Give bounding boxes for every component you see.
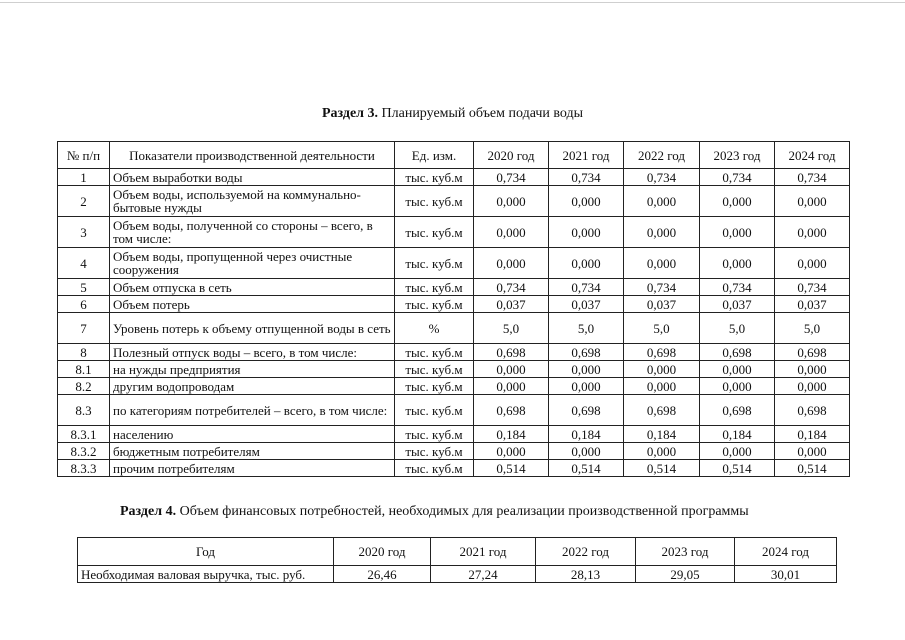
indicator-name: населению — [110, 426, 395, 443]
unit-cell: тыс. куб.м — [395, 443, 474, 460]
page-top-border — [0, 2, 905, 3]
column-header: 2020 год — [474, 142, 549, 169]
value-cell: 0,734 — [474, 169, 549, 186]
row-number: 8.3.3 — [58, 460, 110, 477]
value-cell: 26,46 — [334, 566, 431, 583]
indicator-name: Полезный отпуск воды – всего, в том числе: — [110, 344, 395, 361]
table-row — [58, 296, 850, 313]
value-cell: 0,184 — [775, 426, 850, 443]
indicator-name: Объем выработки воды — [110, 169, 395, 186]
value-cell: 27,24 — [431, 566, 536, 583]
value-cell: 0,734 — [700, 169, 775, 186]
value-cell: 0,734 — [700, 279, 775, 296]
row-number: 8.2 — [58, 378, 110, 395]
column-header: 2024 год — [735, 538, 837, 566]
unit-cell: тыс. куб.м — [395, 169, 474, 186]
column-header: 2021 год — [431, 538, 536, 566]
value-cell: 0,734 — [624, 169, 700, 186]
section-3-title: Планируемый объем подачи воды — [381, 106, 584, 121]
financial-needs-table — [77, 537, 837, 583]
value-cell: 0,734 — [775, 279, 850, 296]
value-cell: 0,698 — [700, 395, 775, 426]
table-row — [58, 279, 850, 296]
column-header: 2023 год — [700, 142, 775, 169]
value-cell: 0,037 — [549, 296, 624, 313]
value-cell: 0,698 — [549, 344, 624, 361]
unit-cell: тыс. куб.м — [395, 361, 474, 378]
value-cell: 0,734 — [549, 169, 624, 186]
value-cell: 0,514 — [624, 460, 700, 477]
column-header: 2024 год — [775, 142, 850, 169]
value-cell: 0,698 — [775, 344, 850, 361]
value-cell: 0,000 — [474, 443, 549, 460]
value-cell: 0,037 — [700, 296, 775, 313]
value-cell: 0,000 — [775, 186, 850, 217]
value-cell: 0,037 — [474, 296, 549, 313]
unit-cell: тыс. куб.м — [395, 460, 474, 477]
value-cell: 0,514 — [775, 460, 850, 477]
value-cell: 0,000 — [700, 378, 775, 395]
indicator-name: Уровень потерь к объему отпущенной воды в сеть — [110, 313, 395, 344]
value-cell: 0,000 — [474, 248, 549, 279]
row-number: 6 — [58, 296, 110, 313]
table-row — [58, 313, 850, 344]
value-cell: 0,000 — [700, 217, 775, 248]
value-cell: 0,000 — [549, 217, 624, 248]
value-cell: 5,0 — [700, 313, 775, 344]
value-cell: 0,000 — [549, 361, 624, 378]
indicator-name: по категориям потребителей – всего, в том числе: — [110, 395, 395, 426]
unit-cell: тыс. куб.м — [395, 378, 474, 395]
table-row — [58, 217, 850, 248]
value-cell: 0,037 — [624, 296, 700, 313]
section-3-label: Раздел 3. — [321, 106, 379, 121]
indicator-name: на нужды предприятия — [110, 361, 395, 378]
value-cell: 0,514 — [700, 460, 775, 477]
value-cell: 0,000 — [775, 248, 850, 279]
value-cell: 0,000 — [775, 361, 850, 378]
value-cell: 0,000 — [700, 361, 775, 378]
value-cell: 0,734 — [549, 279, 624, 296]
value-cell: 5,0 — [549, 313, 624, 344]
row-number: 3 — [58, 217, 110, 248]
value-cell: 0,698 — [624, 344, 700, 361]
value-cell: 0,000 — [474, 217, 549, 248]
column-header: 2022 год — [624, 142, 700, 169]
value-cell: 0,000 — [474, 186, 549, 217]
value-cell: 0,184 — [700, 426, 775, 443]
unit-cell: тыс. куб.м — [395, 395, 474, 426]
table-row — [58, 186, 850, 217]
value-cell: 5,0 — [474, 313, 549, 344]
value-cell: 0,514 — [474, 460, 549, 477]
value-cell: 0,000 — [775, 217, 850, 248]
table-row — [58, 169, 850, 186]
value-cell: 5,0 — [775, 313, 850, 344]
indicator-name: другим водопроводам — [110, 378, 395, 395]
row-number: 2 — [58, 186, 110, 217]
indicator-name: Объем потерь — [110, 296, 395, 313]
column-header: 2020 год — [334, 538, 431, 566]
value-cell: 0,000 — [624, 186, 700, 217]
water-supply-table — [57, 141, 850, 477]
value-cell: 0,000 — [700, 186, 775, 217]
value-cell: 28,13 — [536, 566, 636, 583]
table-header-row — [58, 142, 850, 169]
indicator-name: Объем воды, пропущенной через очистные сооружения — [110, 248, 395, 279]
row-number: 7 — [58, 313, 110, 344]
section-3-heading — [0, 106, 905, 122]
indicator-name: Объем отпуска в сеть — [110, 279, 395, 296]
value-cell: 0,734 — [775, 169, 850, 186]
row-number: 8.3.1 — [58, 426, 110, 443]
value-cell: 0,698 — [775, 395, 850, 426]
value-cell: 0,184 — [549, 426, 624, 443]
value-cell: 0,000 — [624, 443, 700, 460]
table-row — [78, 566, 837, 583]
value-cell: 30,01 — [735, 566, 837, 583]
value-cell: 0,000 — [775, 378, 850, 395]
value-cell: 0,000 — [474, 378, 549, 395]
table-row — [58, 443, 850, 460]
value-cell: 0,000 — [549, 248, 624, 279]
table-row — [58, 395, 850, 426]
section-4-title: Объем финансовых потребностей, необходимых для реализации производственной программы — [179, 504, 749, 519]
value-cell: 0,000 — [624, 248, 700, 279]
value-cell: 0,000 — [700, 443, 775, 460]
value-cell: 0,000 — [549, 378, 624, 395]
indicator-name: бюджетным потребителям — [110, 443, 395, 460]
value-cell: 0,734 — [624, 279, 700, 296]
column-header: № п/п — [58, 142, 110, 169]
value-cell: 0,000 — [775, 443, 850, 460]
row-number: 8.3 — [58, 395, 110, 426]
unit-cell: тыс. куб.м — [395, 217, 474, 248]
unit-cell: % — [395, 313, 474, 344]
value-cell: 0,000 — [624, 378, 700, 395]
unit-cell: тыс. куб.м — [395, 344, 474, 361]
table-row — [58, 426, 850, 443]
column-header: 2023 год — [636, 538, 735, 566]
value-cell: 0,184 — [474, 426, 549, 443]
value-cell: 0,734 — [474, 279, 549, 296]
table-row — [58, 378, 850, 395]
value-cell: 0,000 — [624, 217, 700, 248]
value-cell: 0,000 — [700, 248, 775, 279]
column-header: Показатели производственной деятельности — [110, 142, 395, 169]
section-4-heading — [120, 504, 749, 520]
value-cell: 0,184 — [624, 426, 700, 443]
indicator-name: Объем воды, полученной со стороны – всего, в том числе: — [110, 217, 395, 248]
column-header: Год — [78, 538, 334, 566]
indicator-name: прочим потребителям — [110, 460, 395, 477]
value-cell: 0,698 — [474, 395, 549, 426]
column-header: 2022 год — [536, 538, 636, 566]
unit-cell: тыс. куб.м — [395, 426, 474, 443]
value-cell: 0,698 — [700, 344, 775, 361]
unit-cell: тыс. куб.м — [395, 248, 474, 279]
value-cell: 0,698 — [624, 395, 700, 426]
row-number: 1 — [58, 169, 110, 186]
table-header-row — [78, 538, 837, 566]
value-cell: 0,000 — [624, 361, 700, 378]
value-cell: 0,000 — [549, 186, 624, 217]
column-header: 2021 год — [549, 142, 624, 169]
row-number: 5 — [58, 279, 110, 296]
unit-cell: тыс. куб.м — [395, 296, 474, 313]
row-number: 8 — [58, 344, 110, 361]
indicator-name: Объем воды, используемой на коммунально-бытовые нужды — [110, 186, 395, 217]
table-row — [58, 460, 850, 477]
value-cell: 0,000 — [474, 361, 549, 378]
value-cell: 0,037 — [775, 296, 850, 313]
value-cell: 0,514 — [549, 460, 624, 477]
value-cell: 0,000 — [549, 443, 624, 460]
row-name: Необходимая валовая выручка, тыс. руб. — [78, 566, 334, 583]
value-cell: 5,0 — [624, 313, 700, 344]
section-4-label: Раздел 4. — [120, 504, 177, 519]
value-cell: 0,698 — [549, 395, 624, 426]
row-number: 8.3.2 — [58, 443, 110, 460]
table-row — [58, 248, 850, 279]
table-row — [58, 361, 850, 378]
table-row — [58, 344, 850, 361]
row-number: 4 — [58, 248, 110, 279]
row-number: 8.1 — [58, 361, 110, 378]
value-cell: 0,698 — [474, 344, 549, 361]
column-header: Ед. изм. — [395, 142, 474, 169]
value-cell: 29,05 — [636, 566, 735, 583]
unit-cell: тыс. куб.м — [395, 186, 474, 217]
unit-cell: тыс. куб.м — [395, 279, 474, 296]
